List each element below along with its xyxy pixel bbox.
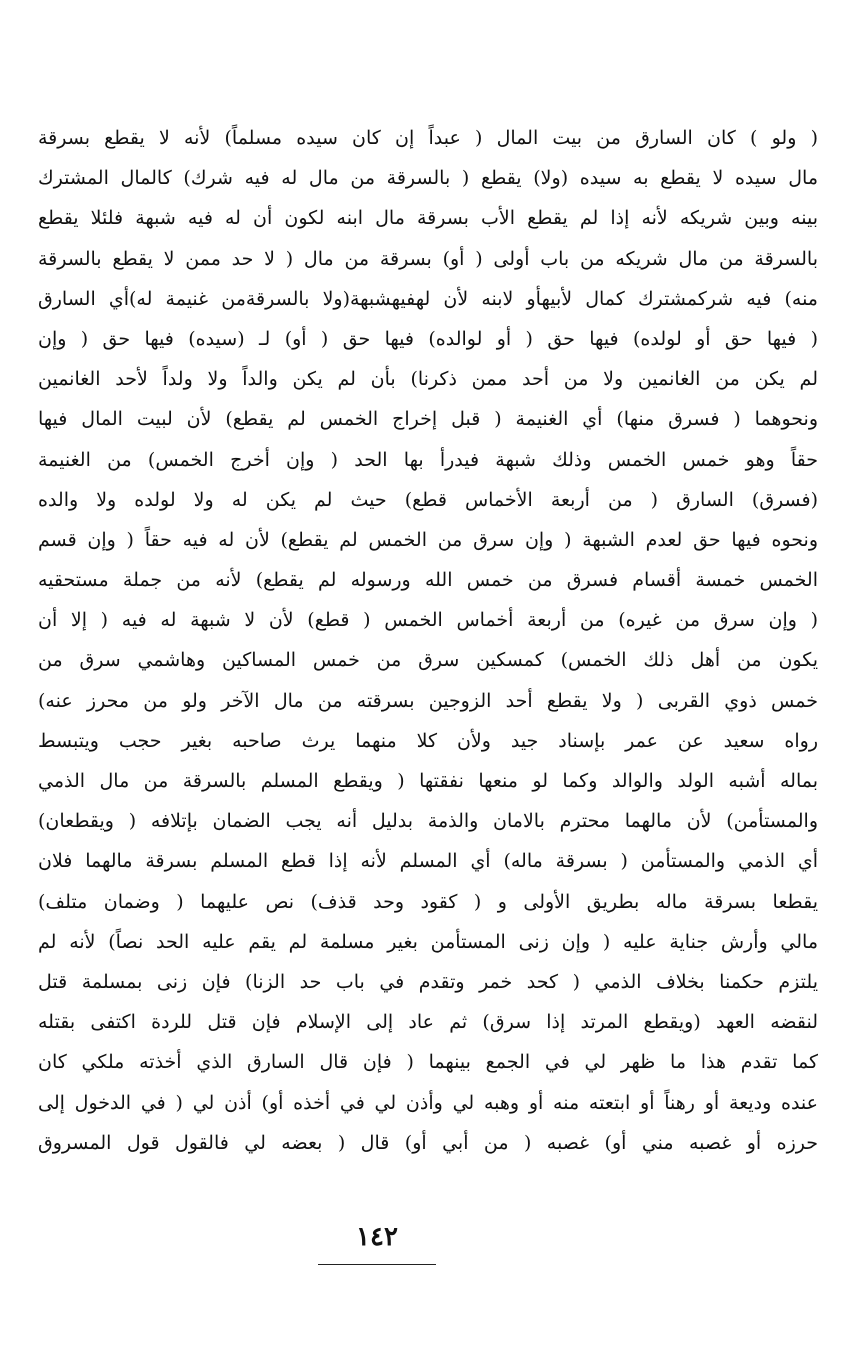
text-line: خمس ذوي القربى ( ولا يقطع أحد الزوجين بسرقته من مال الآخر ولو من محرز عنه) xyxy=(38,689,818,712)
text-line: منه) فيه شركمشترك كمال لأبيهأو لابنه لأن لهفيهشبهة(ولا بالسرقةمن غنيمة له)أي السارق xyxy=(38,287,818,310)
page-number-underline xyxy=(318,1264,436,1265)
text-line: لنقضه العهد (ويقطع المرتد إذا سرق) ثم عاد إلى الإسلام فإن قتل للردة اكتفى بقتله xyxy=(38,1011,818,1034)
text-line: حقاً وهو خمس الخمس وذلك شبهة فيدرأ بها الحد ( وإن أخرج الخمس) من الغنيمة xyxy=(38,448,818,471)
text-line: بماله أشبه الولد والوالد وكما لو منعها نفقتها ( ويقطع المسلم بالسرقة من مال الذمي xyxy=(38,770,818,792)
text-line: أي الذمي والمستأمن ( بسرقة ماله) أي المسلم لأنه إذا قطع المسلم بسرقة مالهما فلان xyxy=(38,850,818,873)
text-line: مالي وأرش جناية عليه ( وإن زنى المستأمن بغير مسلمة لم يقم عليه الحد نصاً) لأنه لم xyxy=(38,930,818,953)
page-number: ١٤٢ xyxy=(356,1222,398,1252)
text-line: ( ولو ) كان السارق من بيت المال ( عبداً إن كان سيده مسلماً) لأنه لا يقطع بسرقة xyxy=(38,127,818,149)
text-line: مال سيده لا يقطع به سيده (ولا) يقطع ( بالسرقة من مال له فيه شرك) كالمال المشترك xyxy=(38,167,818,190)
text-line: ونحوه فيها حق لعدم الشبهة ( وإن سرق من الخمس لم يقطع) لأن له فيه حقاً ( وإن قسم xyxy=(38,528,818,551)
text-line: يكون من أهل ذلك الخمس) كمسكين سرق من خمس المساكين وهاشمي سرق من xyxy=(38,649,818,672)
text-line: رواه سعيد عن عمر بإسناد جيد ولأن كلا منهما يرث صاحبه بغير حجب ويتبسط xyxy=(38,729,818,752)
text-line: والمستأمن) لأن مالهما محترم بالامان والذمة بدليل أنه يجب الضمان بإتلافه ( ويقطعان) xyxy=(38,810,818,833)
text-line: عنده وديعة أو رهناً أو ابتعته منه أو وهبه لي وأذن لي في أخذه أو) أذن لي ( في الدخول إلى xyxy=(38,1091,818,1114)
text-line: الخمس خمسة أقسام فسرق من خمس الله ورسوله لم يقطع) لأنه من جملة مستحقيه xyxy=(38,569,818,592)
text-line: ونحوهما ( فسرق منها) أي الغنيمة ( قبل إخراج الخمس لم يقطع) لأن لبيت المال فيها xyxy=(38,408,818,431)
text-line: بالسرقة من مال شريكه من باب أولى ( أو) بسرقة من مال ( لا حد ممن لا يقطع بالسرقة xyxy=(38,247,818,270)
text-line: ( وإن سرق من غيره) من أربعة أخماس الخمس ( قطع) لأن لا شبهة له فيه ( إلا أن xyxy=(38,609,818,632)
text-line: حرزه أو غصبه مني أو) غصبه ( من أبي أو) قال ( بعضه لي فالقول قول المسروق xyxy=(38,1131,818,1154)
page-footer xyxy=(0,1222,855,1272)
text-line: بينه وبين شريكه لأنه إذا لم يقطع الأب بسرقة مال ابنه لكون أن له فيه شبهة فلئلا يقطع xyxy=(38,207,818,230)
text-line: ( فيها حق أو لولده) فيها حق ( أو لوالده) فيها حق ( أو) لـ (سيده) فيها حق ( وإن xyxy=(38,327,818,350)
text-line: كما تقدم هذا ما ظهر لي في الجمع بينهما ( فإن قال السارق الذي أخذته ملكي كان xyxy=(38,1051,818,1074)
page-body-text xyxy=(38,118,818,1163)
text-line: لم يكن من الغانمين ولا من أحد ممن ذكرنا) بأن لم يكن والداً ولا ولداً لأحد الغانمين xyxy=(38,368,818,391)
text-line: يلتزم حكمنا بخلاف الذمي ( كحد خمر وتقدم في باب حد الزنا) فإن زنى بمسلمة قتل xyxy=(38,970,818,993)
text-line: يقطعا بسرقة ماله بطريق الأولى و ( كقود وحد قذف) نص عليهما ( وضمان متلف) xyxy=(38,890,818,913)
text-line: (فسرق) السارق ( من أربعة الأخماس قطع) حيث لم يكن له ولا لولده ولا والده xyxy=(38,488,818,511)
